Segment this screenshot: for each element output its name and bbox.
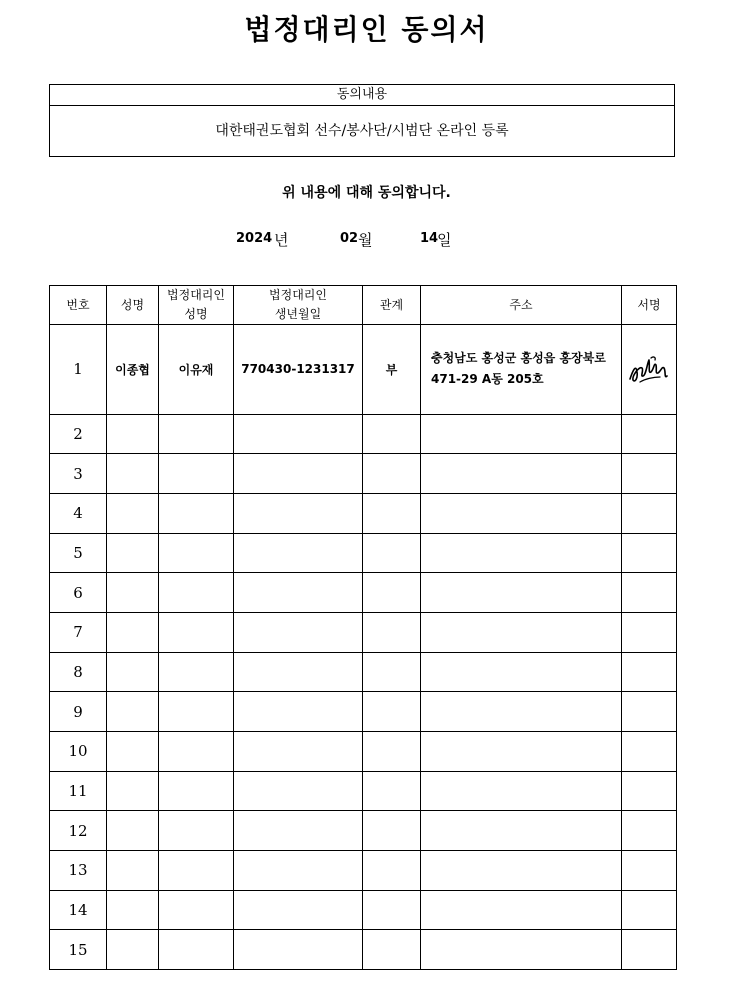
header-guardian-birth-line2: 생년월일 [274, 307, 322, 321]
row-signature [622, 494, 677, 534]
row-guardian-birth [234, 692, 363, 732]
row-guardian-name [159, 613, 234, 653]
row-name [107, 494, 159, 534]
table-row [50, 652, 677, 692]
row-address [421, 930, 622, 970]
row-address [421, 850, 622, 890]
consent-header: 동의내용 [50, 85, 674, 106]
row-address-line1: 충청남도 홍성군 홍성읍 홍장북로 [431, 351, 606, 366]
row-guardian-birth [234, 454, 363, 494]
row-guardian-name [159, 850, 234, 890]
row-relation [363, 930, 421, 970]
row-signature [622, 890, 677, 930]
row-no: 7 [50, 613, 107, 653]
row-name [107, 811, 159, 851]
date-month-unit: 월 [358, 231, 373, 249]
row-guardian-birth [234, 613, 363, 653]
row-signature [622, 692, 677, 732]
row-relation [363, 454, 421, 494]
row-relation [363, 573, 421, 613]
row-relation [363, 533, 421, 573]
row-signature [622, 325, 677, 415]
row-guardian-name [159, 414, 234, 454]
table-row [50, 692, 677, 732]
row-no: 15 [50, 930, 107, 970]
row-relation [363, 811, 421, 851]
row-no: 11 [50, 771, 107, 811]
date-day-unit: 일 [437, 231, 452, 249]
row-signature [622, 573, 677, 613]
table-row [50, 613, 677, 653]
row-guardian-name [159, 573, 234, 613]
row-name [107, 850, 159, 890]
date-year: 2024 [236, 231, 273, 246]
row-address [421, 732, 622, 772]
row-guardian-birth [234, 771, 363, 811]
table-row [50, 850, 677, 890]
row-relation: 부 [363, 325, 421, 415]
row-relation [363, 732, 421, 772]
table-row [50, 771, 677, 811]
row-address [421, 494, 622, 534]
row-address-line2: 471-29 A동 205호 [431, 372, 544, 387]
table-row [50, 454, 677, 494]
row-address [421, 414, 622, 454]
row-guardian-birth [234, 930, 363, 970]
header-relation: 관계 [363, 286, 421, 325]
row-no: 3 [50, 454, 107, 494]
row-guardian-name: 이유재 [159, 325, 234, 415]
row-guardian-name [159, 454, 234, 494]
row-signature [622, 930, 677, 970]
row-no: 12 [50, 811, 107, 851]
row-guardian-name [159, 930, 234, 970]
header-address: 주소 [421, 286, 622, 325]
row-no: 13 [50, 850, 107, 890]
row-address [421, 771, 622, 811]
row-name [107, 533, 159, 573]
row-signature [622, 771, 677, 811]
row-relation [363, 414, 421, 454]
row-guardian-birth [234, 850, 363, 890]
row-signature [622, 850, 677, 890]
row-no: 4 [50, 494, 107, 534]
date-day: 14 [420, 231, 439, 246]
header-guardian-birth-line1: 법정대리인 [269, 288, 327, 302]
row-guardian-name [159, 652, 234, 692]
row-relation [363, 890, 421, 930]
row-no: 2 [50, 414, 107, 454]
table-row [50, 930, 677, 970]
row-address [421, 613, 622, 653]
row-name [107, 771, 159, 811]
table-row [50, 573, 677, 613]
table-row [50, 325, 677, 415]
table-row [50, 414, 677, 454]
row-no: 10 [50, 732, 107, 772]
row-signature [622, 613, 677, 653]
date-year-unit: 년 [274, 231, 289, 249]
header-guardian-name [159, 286, 234, 325]
row-guardian-name [159, 732, 234, 772]
row-address [421, 692, 622, 732]
row-no: 5 [50, 533, 107, 573]
row-guardian-birth [234, 811, 363, 851]
header-no: 번호 [50, 286, 107, 325]
row-signature [622, 732, 677, 772]
agreement-statement: 위 내용에 대해 동의합니다. [282, 185, 451, 201]
row-guardian-birth [234, 573, 363, 613]
row-guardian-name [159, 771, 234, 811]
row-guardian-name [159, 890, 234, 930]
handwritten-signature [627, 352, 671, 386]
consent-body: 대한태권도협회 선수/봉사단/시범단 온라인 등록 [215, 123, 509, 139]
row-relation [363, 771, 421, 811]
row-signature [622, 414, 677, 454]
header-guardian-name-line1: 법정대리인 [167, 288, 225, 302]
consent-table [49, 285, 677, 970]
row-no: 9 [50, 692, 107, 732]
row-relation [363, 692, 421, 732]
row-name: 이종협 [107, 325, 159, 415]
row-name [107, 890, 159, 930]
row-guardian-name [159, 811, 234, 851]
row-no: 14 [50, 890, 107, 930]
row-name [107, 652, 159, 692]
row-signature [622, 454, 677, 494]
header-name: 성명 [107, 286, 159, 325]
row-no: 8 [50, 652, 107, 692]
row-relation [363, 494, 421, 534]
header-signature: 서명 [622, 286, 677, 325]
row-name [107, 573, 159, 613]
row-relation [363, 613, 421, 653]
row-address [421, 325, 622, 415]
table-row [50, 732, 677, 772]
row-relation [363, 652, 421, 692]
row-address [421, 454, 622, 494]
row-guardian-birth [234, 414, 363, 454]
row-relation [363, 850, 421, 890]
header-guardian-birth [234, 286, 363, 325]
row-no: 1 [50, 325, 107, 415]
row-guardian-birth [234, 652, 363, 692]
table-row [50, 890, 677, 930]
header-guardian-name-line2: 성명 [184, 307, 208, 321]
row-name [107, 930, 159, 970]
row-guardian-birth [234, 890, 363, 930]
table-header-row [50, 286, 677, 325]
row-guardian-name [159, 533, 234, 573]
row-name [107, 613, 159, 653]
document-title: 법정대리인 동의서 [244, 13, 489, 46]
row-guardian-birth [234, 533, 363, 573]
row-signature [622, 652, 677, 692]
row-address [421, 573, 622, 613]
table-row [50, 811, 677, 851]
consent-box [49, 84, 675, 157]
row-address [421, 533, 622, 573]
row-address [421, 652, 622, 692]
table-row [50, 533, 677, 573]
row-guardian-birth [234, 732, 363, 772]
row-name [107, 454, 159, 494]
row-guardian-birth: 770430-1231317 [234, 325, 363, 415]
table-row [50, 494, 677, 534]
row-name [107, 414, 159, 454]
date-month: 02 [340, 231, 359, 246]
row-address [421, 890, 622, 930]
row-name [107, 692, 159, 732]
row-address [421, 811, 622, 851]
row-name [107, 732, 159, 772]
row-guardian-name [159, 494, 234, 534]
row-guardian-name [159, 692, 234, 732]
row-signature [622, 533, 677, 573]
row-no: 6 [50, 573, 107, 613]
row-signature [622, 811, 677, 851]
row-guardian-birth [234, 494, 363, 534]
